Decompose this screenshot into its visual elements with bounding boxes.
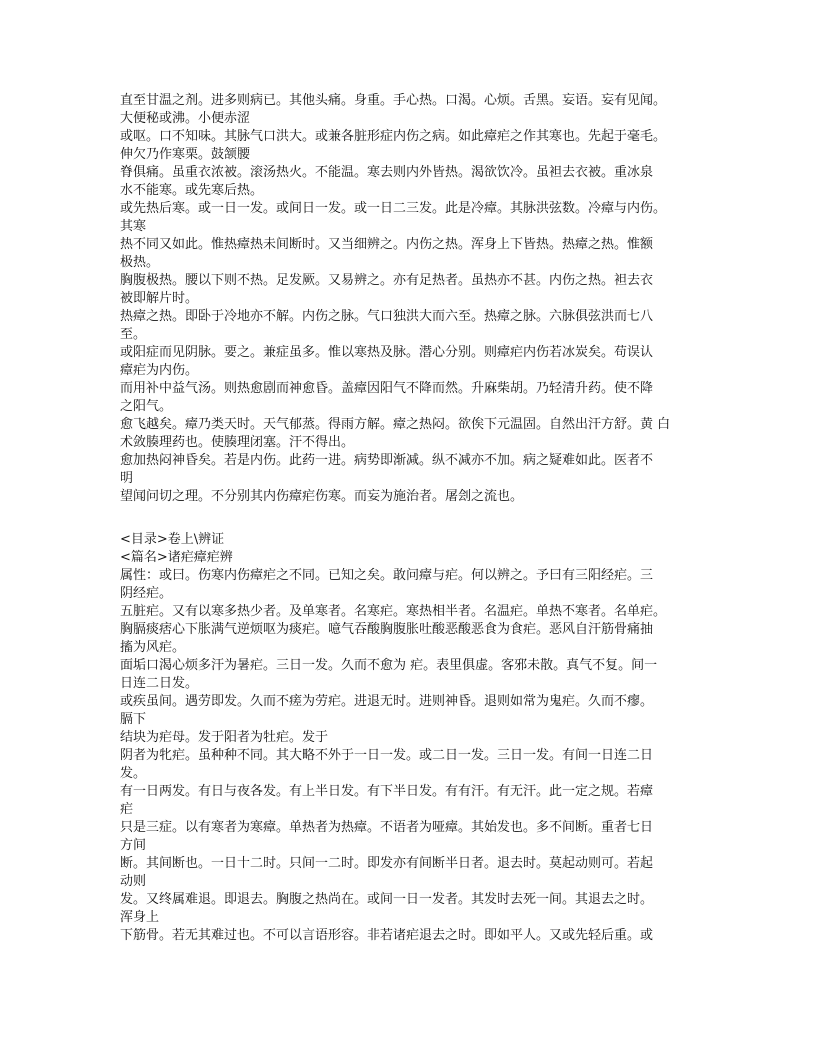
text-line: 阴经疟。 [120, 586, 173, 601]
text-line: 愈飞越矣。瘴乃类天时。天气郁蒸。得雨方解。瘴之热闷。欲俟下元温固。自然出汗方舒。黄 白 [120, 417, 671, 432]
text-line: 至。 [120, 327, 147, 342]
text-line: 动则 [120, 874, 147, 889]
text-line: 发。 [120, 766, 147, 781]
text-line: 之阳气。 [120, 399, 173, 414]
text-line: 方间 [120, 838, 147, 853]
text-line: 五脏疟。又有以寒多热少者。及单寒者。名寒疟。寒热相半者。名温疟。单热不寒者。名单疟。 [120, 604, 667, 619]
text-line: 膈下 [120, 712, 147, 727]
text-line: 热瘴之热。即卧于冷地亦不解。内伤之脉。气口独洪大而六至。热瘴之脉。六脉俱弦洪而七八 [120, 309, 654, 324]
section-1 [120, 92, 700, 506]
text-line: 望闻问切之理。不分别其内伤瘴疟伤寒。而妄为施治者。屠刽之流也。 [120, 489, 524, 504]
text-line: 瘴疟为内伤。 [120, 363, 199, 378]
text-line: 或疾虽间。遇劳即发。久而不瘥为劳疟。进退无时。进则神昏。退则如常为鬼疟。久而不瘳。 [120, 694, 654, 709]
text-line: 搐为风疟。 [120, 640, 186, 655]
text-line: 大便秘或沸。小便赤涩 [120, 111, 251, 126]
text-line: 或阳症而见阴脉。要之。兼症虽多。惟以寒热及脉。潜心分别。则瘴疟内伤若冰炭矣。苟误认 [120, 345, 654, 360]
text-line: 浑身上 [120, 910, 160, 925]
document-page [120, 92, 700, 945]
text-line: 日连二日发。 [120, 676, 199, 691]
text-line: 被即解片时。 [120, 291, 199, 306]
text-line: 胸腹极热。腰以下则不热。足发厥。又易辨之。亦有足热者。虽热亦不甚。内伤之热。袒去衣 [120, 273, 654, 288]
section-2 [120, 531, 700, 945]
section-gap [120, 506, 700, 531]
text-line: 阴者为牝疟。虽种种不同。其大略不外于一日一发。或二日一发。三日一发。有间一日连二日 [120, 748, 654, 763]
text-line: 或呕。口不知味。其脉气口洪大。或兼各脏形症内伤之病。如此瘴疟之作其寒也。先起于毫毛。 [120, 129, 667, 144]
text-line: 术敛腠理药也。使腠理闭塞。汗不得出。 [120, 435, 355, 450]
text-line: 直至甘温之剂。进多则病已。其他头痛。身重。手心热。口渴。心烦。舌黑。妄语。妄有见闻。 [120, 93, 667, 108]
text-line: 只是三症。以有寒者为寒瘴。单热者为热瘴。不语者为哑瘴。其始发也。多不间断。重者七日 [120, 820, 654, 835]
text-line: 或先热后寒。或一日一发。或间日一发。或一日二三发。此是冷瘴。其脉洪弦数。冷瘴与内伤。 [120, 201, 667, 216]
text-line: 有一日两发。有日与夜各发。有上半日发。有下半日发。有有汗。有无汗。此一定之规。若瘴 [120, 784, 654, 799]
text-line: 发。又终属难退。即退去。胸腹之热尚在。或间一日一发者。其发时去死一间。其退去之时。 [120, 892, 654, 907]
text-line: 极热。 [120, 255, 160, 270]
text-line: 明 [120, 471, 134, 486]
text-line: 疟 [120, 802, 134, 817]
text-line: 热不同又如此。惟热瘴热未间断时。又当细辨之。内伤之热。浑身上下皆热。热瘴之热。惟额 [120, 237, 654, 252]
text-line: 断。其间断也。一日十二时。只间一二时。即发亦有间断半日者。退去时。莫起动则可。若起 [120, 856, 654, 871]
text-line: 胸膈痰痞心下胀满气逆烦呕为痰疟。噫气吞酸胸腹胀吐酸恶酸恶食为食疟。恶风自汗筋骨痛抽 [120, 622, 654, 637]
text-line: 其寒 [120, 219, 147, 234]
text-line: 而用补中益气汤。则热愈剧而神愈昏。盖瘴因阳气不降而然。升麻柴胡。乃轻清升药。使不降 [120, 381, 654, 396]
text-line: 愈加热闷神昏矣。若是内伤。此药一进。病势即渐减。纵不减亦不加。病之疑难如此。医者不 [120, 453, 654, 468]
chapter-heading: <篇名>诸疟瘴疟辨 [120, 550, 233, 565]
catalog-heading: <目录>卷上\辨证 [120, 532, 225, 547]
text-line: 水不能寒。或先寒后热。 [120, 183, 264, 198]
text-line: 下筋骨。若无其难过也。不可以言语形容。非若诸疟退去之时。即如平人。又或先轻后重。或 [120, 928, 654, 943]
text-line: 结块为疟母。发于阳者为牡疟。发于 [120, 730, 329, 745]
text-line: 脊俱痛。虽重衣浓被。滚汤热火。不能温。寒去则内外皆热。渴欲饮冷。虽袒去衣被。重冰泉 [120, 165, 654, 180]
text-line: 伸欠乃作寒栗。鼓颔腰 [120, 147, 251, 162]
text-line: 属性：或曰。伤寒内伤瘴疟之不同。已知之矣。敢问瘴与疟。何以辨之。予曰有三阳经疟。三 [120, 568, 654, 583]
text-line: 面垢口渴心烦多汗为暑疟。三日一发。久而不愈为 疟。表里俱虚。客邪未散。真气不复。间一 [120, 658, 658, 673]
